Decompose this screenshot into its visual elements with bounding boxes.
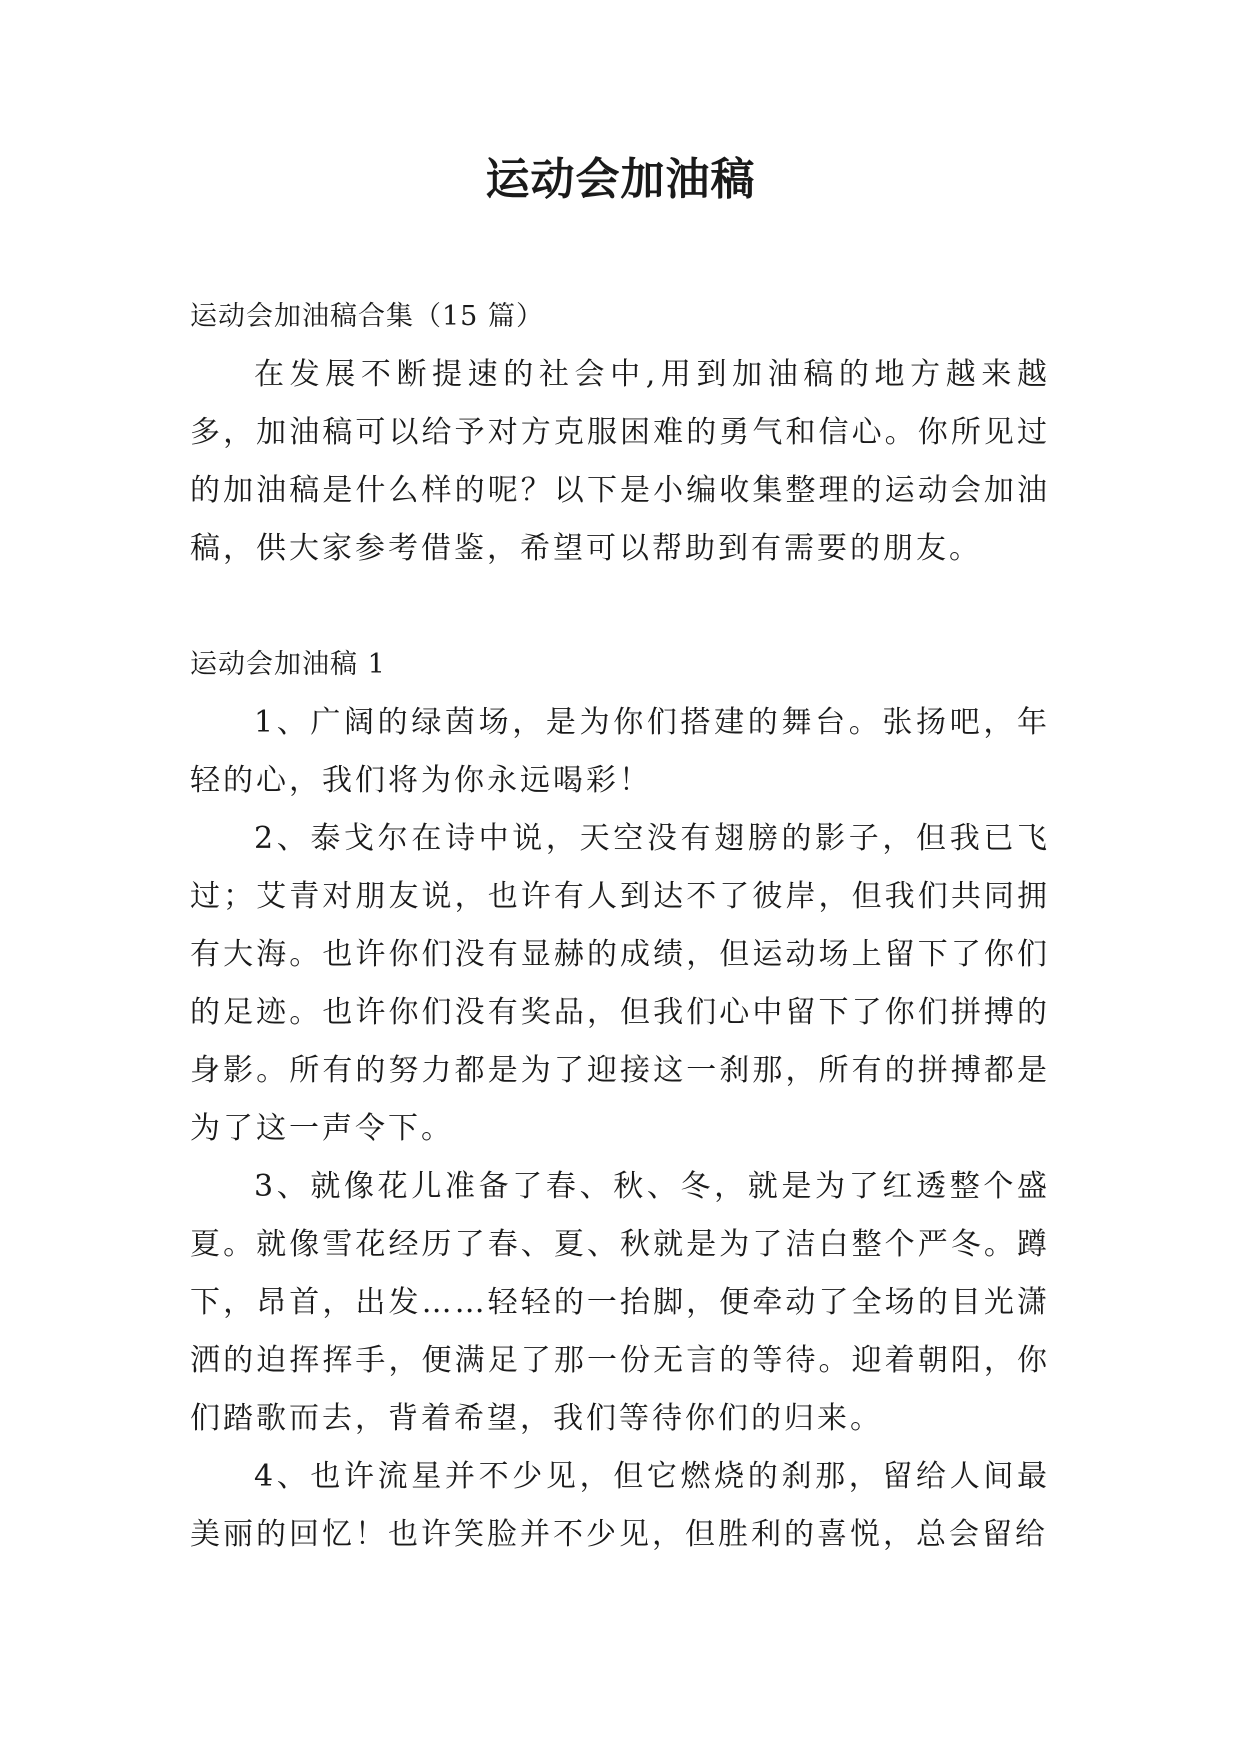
body-paragraph-4: 4、也许流星并不少见，但它燃烧的刹那，留给人间最美丽的回忆！也许笑脸并不少见，但胜利的喜悦，总会留给 <box>190 1459 1050 1552</box>
section-heading: 运动会加油稿 1 <box>190 649 386 680</box>
collection-heading: 运动会加油稿合集（15 篇） <box>190 301 544 332</box>
body-paragraph-1: 1、广阔的绿茵场，是为你们搭建的舞台。张扬吧，年轻的心，我们将为你永远喝彩！ <box>190 705 1050 798</box>
document-title: 运动会加油稿 <box>485 154 756 205</box>
body-paragraph-2: 2、泰戈尔在诗中说，天空没有翅膀的影子，但我已飞过；艾青对朋友说，也许有人到达不了彼岸，但我们共同拥有大海。也许你们没有显赫的成绩，但运动场上留下了你们的足迹。也许你们没有奖品，但我们心中留下了你们拼搏的身影。所有的努力都是为了迎接这一刹那，所有的拼搏都是为了这一声令下。 <box>190 821 1050 1146</box>
section-spacer <box>190 578 1050 636</box>
document-body <box>190 288 1050 1564</box>
intro-paragraph: 在发展不断提速的社会中,用到加油稿的地方越来越多，加油稿可以给予对方克服困难的勇气和信心。你所见过的加油稿是什么样的呢？以下是小编收集整理的运动会加油稿，供大家参考借鉴，希望可以帮助到有需要的朋友。 <box>190 357 1050 566</box>
body-paragraph-3: 3、就像花儿准备了春、秋、冬，就是为了红透整个盛夏。就像雪花经历了春、夏、秋就是为了洁白整个严冬。蹲下，昂首，出发……轻轻的一抬脚，便牵动了全场的目光潇洒的迫挥挥手，便满足了那一份无言的等待。迎着朝阳，你们踏歌而去，背着希望，我们等待你们的归来。 <box>190 1169 1050 1436</box>
